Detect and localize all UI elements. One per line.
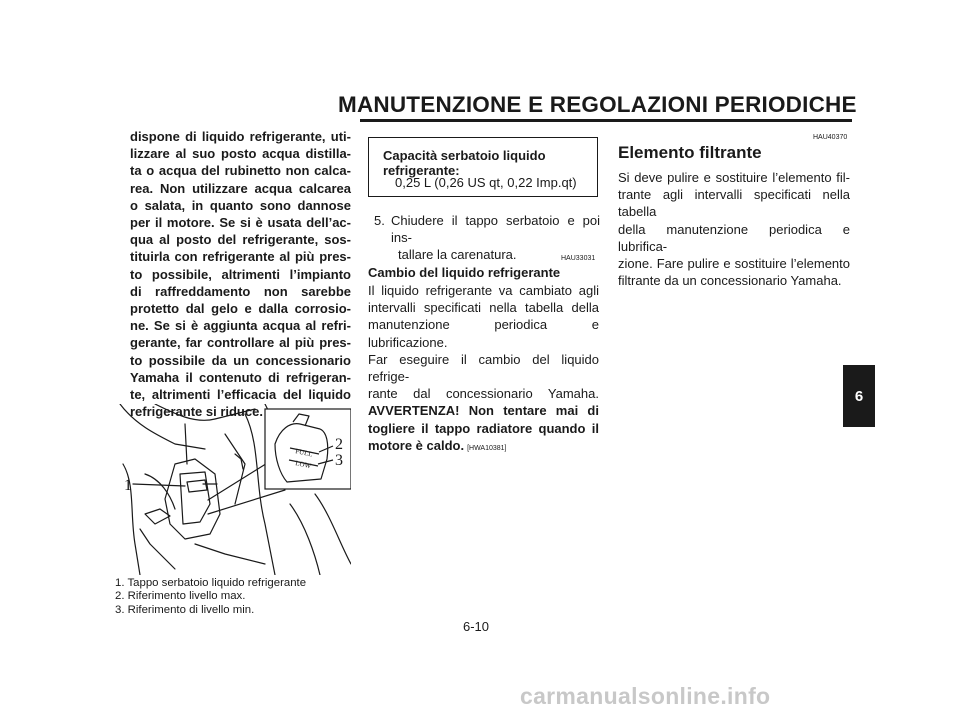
page-header-title: MANUTENZIONE E REGOLAZIONI PERIODICHE	[338, 92, 857, 117]
coolant-warning-text	[130, 128, 351, 423]
warning-line: gerante, far controllare al più pres-	[130, 335, 351, 351]
warning-line: to possibile, altrimenti l’impianto	[130, 266, 351, 282]
warning-line: qua al posto del refrigerante, sos-	[130, 232, 351, 248]
warning-line: o salata, in quanto sono dannose	[130, 197, 351, 213]
warning-line: ne. Se si è aggiunta acqua al refri-	[130, 318, 351, 334]
step-line: Chiudere il tappo serbatoio e poi ins-	[391, 213, 600, 245]
warning-line: dispone di liquido refrigerante, uti-	[130, 129, 351, 144]
section-code: HAU33031	[561, 255, 596, 262]
coolant-reservoir-illustration	[115, 404, 351, 575]
step-number: 5.	[374, 213, 385, 228]
warning-line: motore è caldo.	[368, 437, 465, 453]
body-line: trante agli intervalli specificati nella tabella	[618, 187, 850, 220]
body-line: intervalli specificati nella tabella della	[368, 300, 599, 316]
warning-line: tituirla con refrigerante al più pres-	[130, 249, 351, 265]
reservoir-drawing	[115, 404, 351, 575]
caption-item: 3. Riferimento di livello min.	[115, 603, 255, 616]
callout-1: 1	[124, 477, 132, 494]
capacity-box	[368, 137, 598, 197]
warning-line: AVVERTENZA! Non tentare mai di	[368, 403, 599, 419]
body-line: della manutenzione periodica e lubrifica-	[618, 221, 850, 254]
body-line: Si deve pulire e sostituire l’elemento fil-	[618, 170, 850, 185]
chapter-tab: 6	[843, 365, 875, 427]
callout-2: 2	[335, 436, 343, 453]
warning-line: rea. Non utilizzare acqua calcarea	[130, 180, 351, 196]
warning-line: Yamaha il contenuto di refrigeran-	[130, 369, 351, 385]
warning-line: to possibile da un concessionario	[130, 352, 351, 368]
body-line: Il liquido refrigerante va cambiato agli	[368, 283, 599, 298]
capacity-title	[383, 148, 583, 178]
caption-item: 1. Tappo serbatoio liquido refrigerante	[115, 577, 307, 589]
body-line: zione. Fare pulire e sostituire l’elemento	[618, 256, 850, 272]
warning-line: per il motore. Se si è usata dell’ac-	[130, 215, 351, 231]
capacity-title-line: Capacità serbatoio liquido	[383, 148, 546, 163]
tank-low-mark: LOW	[294, 459, 312, 471]
tank-full-mark: FULL	[294, 447, 314, 459]
section-code: HAU40370	[813, 134, 848, 141]
step-line: tallare la carenatura.	[398, 247, 517, 262]
warning-line: ta o acqua del rubinetto non calca-	[130, 163, 351, 179]
body-line: filtrante da un concessionario Yamaha.	[618, 273, 842, 289]
warning-code: [HWA10381]	[467, 444, 507, 452]
warning-line: protetto dal gelo e dalla corrosio-	[130, 301, 351, 317]
coolant-change-text	[368, 282, 599, 457]
figure-captions	[115, 577, 355, 617]
callout-3: 3	[335, 452, 343, 469]
capacity-title-line: refrigerante:	[383, 163, 460, 178]
air-filter-text	[618, 169, 850, 289]
page-number: 6-10	[463, 619, 490, 634]
warning-line: refrigerante si riduce.	[130, 404, 263, 420]
body-line: manutenzione periodica e lubrificazione.	[368, 317, 599, 350]
warning-last-line	[368, 437, 599, 457]
capacity-value: 0,25 L (0,26 US qt, 0,22 Imp.qt)	[395, 175, 577, 190]
caption-item: 2. Riferimento livello max.	[115, 590, 246, 603]
section-title-air-filter: Elemento filtrante	[618, 143, 762, 162]
body-line: rante dal concessionario Yamaha.	[368, 386, 599, 402]
warning-line: lizzare al suo posto acqua distilla-	[130, 146, 351, 162]
warning-line: togliere il tappo radiatore quando il	[368, 420, 599, 436]
warning-line: di raffreddamento non sarebbe	[130, 283, 351, 299]
header-rule	[360, 119, 852, 122]
warning-line: te, altrimenti l’efficacia del liquido	[130, 387, 351, 403]
section-title-coolant-change: Cambio del liquido refrigerante	[368, 265, 561, 280]
body-line: Far eseguire il cambio del liquido refrige-	[368, 351, 599, 385]
watermark: carmanualsonline.info	[520, 683, 771, 709]
